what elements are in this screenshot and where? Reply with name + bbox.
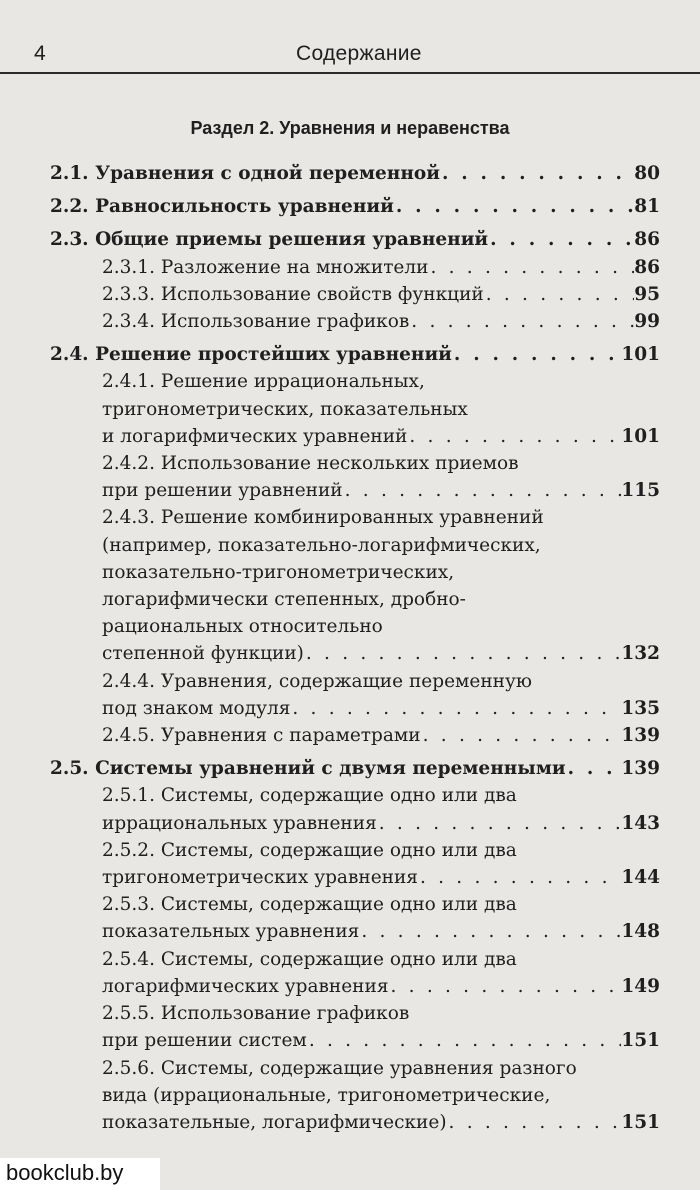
toc-entry-title: 2.2. Равносильность уравнений xyxy=(50,196,394,218)
toc-entry[interactable] xyxy=(0,1055,700,1137)
toc-entry-title: под знаком модуля xyxy=(102,697,291,719)
toc-page-number: 149 xyxy=(621,975,660,997)
dot-leader xyxy=(440,160,634,187)
toc-entry-title: 2.5. Системы уравнений с двумя переменными xyxy=(50,758,566,780)
dot-leader xyxy=(488,226,634,253)
toc-entry-line: 2.5.1. Системы, содержащие одно или два xyxy=(102,785,517,807)
toc-page-number: 81 xyxy=(634,196,660,218)
dot-leader xyxy=(418,864,621,891)
toc-entry-lastline xyxy=(102,477,700,504)
toc-page-number: 86 xyxy=(634,229,660,251)
toc-entry-line: 2.4.4. Уравнения, содержащие переменную xyxy=(102,670,533,692)
toc-page-number: 80 xyxy=(634,163,660,184)
dot-leader xyxy=(359,918,621,945)
toc-entry-title: 2.3.3. Использование свойств функций xyxy=(102,283,484,305)
toc-entry[interactable] xyxy=(0,193,700,220)
toc-page-number: 144 xyxy=(621,867,660,889)
toc-page-number: 115 xyxy=(621,480,660,502)
toc-entry-lastline xyxy=(102,973,700,1000)
dot-leader xyxy=(307,1027,622,1054)
toc-entry-title: тригонометрических уравнения xyxy=(102,867,418,889)
toc-entry-title: показательных уравнения xyxy=(102,921,360,943)
toc-entry[interactable] xyxy=(0,368,700,450)
dot-leader xyxy=(407,423,621,450)
toc-entry-lastline xyxy=(102,722,700,749)
dot-leader xyxy=(566,755,622,782)
toc-entry-title: 2.4. Решение простейших уравнений xyxy=(50,344,452,366)
toc-entry-lastline xyxy=(102,864,700,891)
toc-entry-lastline xyxy=(50,755,700,782)
toc-entry[interactable] xyxy=(0,782,700,836)
toc-entry-title: при решении систем xyxy=(102,1030,307,1052)
dot-leader xyxy=(377,810,622,837)
toc-entry-line: 2.4.3. Решение комбинированных уравнений xyxy=(102,507,544,529)
toc-entry[interactable] xyxy=(0,254,700,281)
toc-entry[interactable] xyxy=(0,1000,700,1054)
toc-entry[interactable] xyxy=(0,837,700,891)
toc-page-number: 95 xyxy=(634,283,660,305)
toc-entry[interactable] xyxy=(0,450,700,504)
toc-page-number: 86 xyxy=(634,256,660,278)
toc-entry-line: 2.5.5. Использование графиков xyxy=(102,1003,410,1025)
toc-entry-line: тригонометрических, показательных xyxy=(102,398,468,420)
toc-entry-lastline xyxy=(50,193,700,220)
toc-entry[interactable] xyxy=(0,226,700,253)
toc-entry-lastline xyxy=(102,423,700,450)
toc-entry-title: показательные, логарифмические) xyxy=(102,1111,447,1133)
toc-entry-title: 2.3.1. Разложение на множители xyxy=(102,256,429,278)
toc-entry[interactable] xyxy=(0,722,700,749)
toc-entry-lastline xyxy=(102,254,700,281)
toc-entry[interactable] xyxy=(0,755,700,782)
toc-page-number: 148 xyxy=(621,921,660,943)
dot-leader xyxy=(421,722,622,749)
toc-entry-line: логарифмически степенных, дробно- xyxy=(102,589,466,611)
toc-page-number: 139 xyxy=(621,758,660,780)
toc-entry-title: при решении уравнений xyxy=(102,480,343,502)
dot-leader xyxy=(428,254,634,281)
toc-entry[interactable] xyxy=(0,281,700,308)
toc-entry[interactable] xyxy=(0,160,700,187)
toc-entry-lastline xyxy=(102,1027,700,1054)
toc-entry-lastline xyxy=(50,160,700,187)
toc-entry[interactable] xyxy=(0,946,700,1000)
watermark-text: bookclub.by xyxy=(6,1160,124,1185)
dot-leader xyxy=(452,341,621,368)
toc-entry[interactable] xyxy=(0,668,700,722)
toc-group-2-5 xyxy=(0,755,700,1136)
running-title: Содержание xyxy=(296,42,422,65)
header-rule xyxy=(0,72,700,74)
toc-entry-lastline xyxy=(102,1109,700,1136)
toc-entry-line: 2.5.6. Системы, содержащие уравнения разного xyxy=(102,1057,577,1079)
toc-entry-line: (например, показательно-логарифмических, xyxy=(102,534,541,556)
dot-leader xyxy=(290,695,621,722)
dot-leader xyxy=(304,640,622,667)
toc-entry-lastline xyxy=(102,695,700,722)
toc-entry-title: 2.3.4. Использование графиков xyxy=(102,311,410,333)
toc-group-2-2 xyxy=(0,193,700,220)
toc-page-number: 101 xyxy=(621,425,660,447)
toc-entry[interactable] xyxy=(0,891,700,945)
toc-entry[interactable] xyxy=(0,504,700,667)
page-header xyxy=(0,40,700,74)
toc-page-number: 132 xyxy=(621,643,660,665)
dot-leader xyxy=(409,308,634,335)
toc-group-2-1 xyxy=(0,160,700,187)
toc-page-number: 99 xyxy=(634,311,660,333)
toc-page-number: 101 xyxy=(621,344,660,366)
toc-entry-title: логарифмических уравнения xyxy=(102,975,389,997)
toc-entry-line: 2.5.4. Системы, содержащие одно или два xyxy=(102,948,517,970)
toc-entry-lastline xyxy=(102,810,700,837)
toc-entry-title: степенной функции) xyxy=(102,643,304,665)
watermark xyxy=(0,1158,160,1190)
toc-entry-title: и логарифмических уравнений xyxy=(102,425,408,447)
toc-page-number: 143 xyxy=(621,812,660,834)
toc-entry-lastline xyxy=(102,918,700,945)
dot-leader xyxy=(484,281,635,308)
toc-entry-line: 2.5.2. Системы, содержащие одно или два xyxy=(102,839,517,861)
toc-entry-lastline xyxy=(102,281,700,308)
toc-entry-line: рациональных относительно xyxy=(102,616,383,638)
page-number: 4 xyxy=(34,42,46,65)
toc-entry[interactable] xyxy=(0,308,700,335)
toc-entry-line: 2.4.2. Использование нескольких приемов xyxy=(102,453,519,475)
toc-page-number: 151 xyxy=(621,1111,660,1133)
toc-page-number: 139 xyxy=(621,725,660,747)
toc-entry-line: показательно-тригонометрических, xyxy=(102,561,455,583)
toc-entry-line: вида (иррациональные, тригонометрические, xyxy=(102,1084,551,1106)
toc-entry-line: 2.5.3. Системы, содержащие одно или два xyxy=(102,894,517,916)
toc-entry-lastline xyxy=(50,226,700,253)
toc-entry-lastline xyxy=(50,341,700,368)
dot-leader xyxy=(394,193,634,220)
toc-entry-title: 2.4.5. Уравнения с параметрами xyxy=(102,725,421,747)
toc-entry[interactable] xyxy=(0,341,700,368)
dot-leader xyxy=(343,477,622,504)
toc-entry-title: иррациональных уравнения xyxy=(102,812,377,834)
table-of-contents xyxy=(0,160,700,1142)
toc-group-2-3 xyxy=(0,226,700,335)
toc-entry-title: 2.3. Общие приемы решения уравнений xyxy=(50,229,489,251)
toc-group-2-4 xyxy=(0,341,700,749)
dot-leader xyxy=(389,973,622,1000)
toc-page-number: 135 xyxy=(621,697,660,719)
toc-entry-line: 2.4.1. Решение иррациональных, xyxy=(102,371,425,393)
section-heading: Раздел 2. Уравнения и неравенства xyxy=(190,118,510,138)
dot-leader xyxy=(447,1109,622,1136)
toc-page-number: 151 xyxy=(621,1030,660,1052)
toc-entry-lastline xyxy=(102,308,700,335)
toc-entry-title: 2.1. Уравнения с одной переменной xyxy=(50,163,440,184)
toc-entry-lastline xyxy=(102,640,700,667)
